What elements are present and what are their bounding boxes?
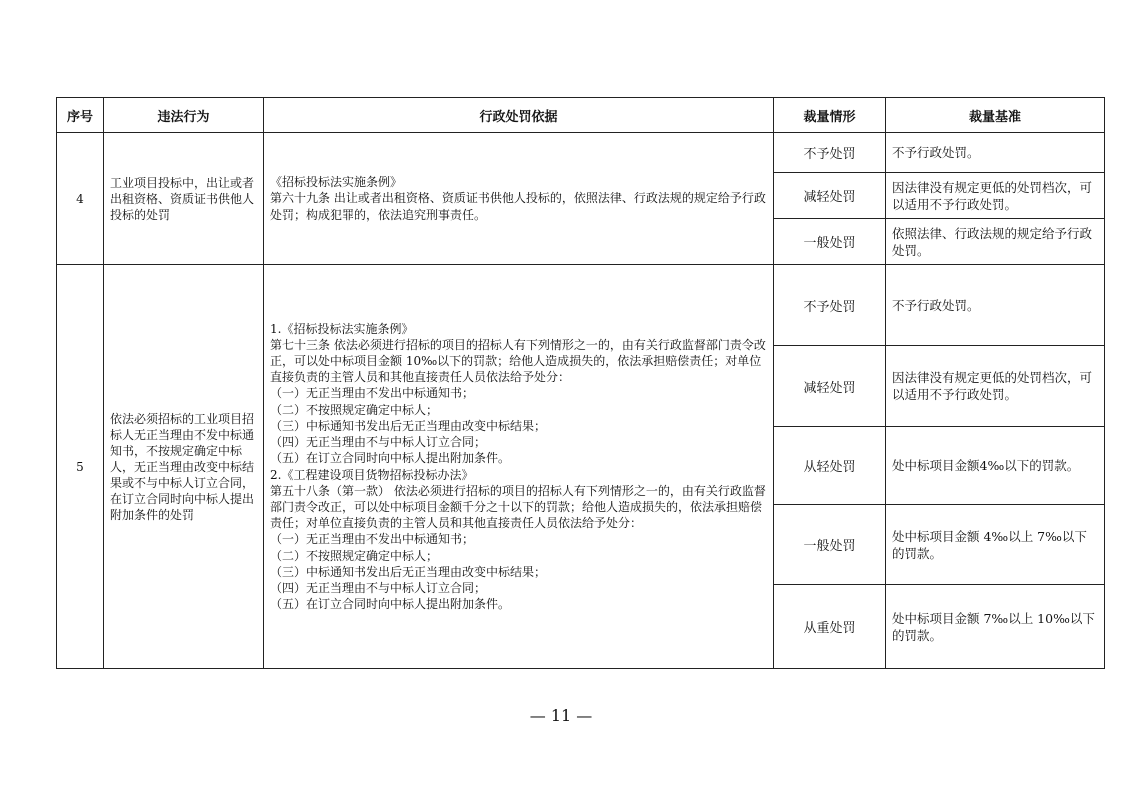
basis-line: （五）在订立合同时向中标人提出附加条件。 <box>270 451 511 466</box>
standard-cell: 因法律没有规定更低的处罚档次，可以适用不予行政处罚。 <box>886 173 1105 219</box>
standard-cell: 依照法律、行政法规的规定给予行政处罚。 <box>886 219 1105 265</box>
row-seq: 5 <box>57 265 104 669</box>
table-row <box>57 133 1105 173</box>
standard-cell: 因法律没有规定更低的处罚档次，可以适用不予行政处罚。 <box>886 346 1105 427</box>
basis-line: （二）不按照规定确定中标人； <box>270 548 439 563</box>
header-behavior: 违法行为 <box>104 98 264 133</box>
page-number: — 11 — <box>529 706 593 725</box>
situation-cell: 从轻处罚 <box>774 427 886 505</box>
situation-cell: 一般处罚 <box>774 219 886 265</box>
situation-cell: 一般处罚 <box>774 505 886 585</box>
basis-line: （二）不按照规定确定中标人； <box>270 402 439 417</box>
header-row <box>57 98 1105 133</box>
penalty-table <box>56 97 1105 669</box>
standard-cell: 处中标项目金额4‰以下的罚款。 <box>886 427 1105 505</box>
header-seq: 序号 <box>57 98 104 133</box>
table-row <box>57 265 1105 346</box>
basis-line: （四）无正当理由不与中标人订立合同； <box>270 435 487 450</box>
basis-line: 《招标投标法实施条例》 <box>270 175 403 190</box>
standard-cell: 处中标项目金额 7‰以上 10‰以下的罚款。 <box>886 585 1105 669</box>
basis-line: （一）无正当理由不发出中标通知书； <box>270 386 475 401</box>
situation-cell: 从重处罚 <box>774 585 886 669</box>
situation-cell: 不予处罚 <box>774 265 886 346</box>
basis-line: （一）无正当理由不发出中标通知书； <box>270 532 475 547</box>
situation-cell: 减轻处罚 <box>774 173 886 219</box>
basis-line: （三）中标通知书发出后无正当理由改变中标结果； <box>270 418 547 433</box>
row-basis <box>264 133 774 265</box>
basis-line: 第五十八条（第一款） 依法必须进行招标的项目的招标人有下列情形之一的，由有关行政监督部门责令改正，可以处中标项目金额千分之十以下的罚款；给他人造成损失的，依法承担赔偿责任；对单位直接负责的主管人员和其他直接责任人员依法给予处分： <box>270 483 766 531</box>
row-basis <box>264 265 774 669</box>
standard-cell: 处中标项目金额 4‰以上 7‰以下的罚款。 <box>886 505 1105 585</box>
situation-cell: 不予处罚 <box>774 133 886 173</box>
standard-cell: 不予行政处罚。 <box>886 265 1105 346</box>
row-behavior: 依法必须招标的工业项目招标人无正当理由不发中标通知书，不按规定确定中标人，无正当理由改变中标结果或不与中标人订立合同，在订立合同时向中标人提出附加条件的处罚 <box>104 265 264 669</box>
header-standard: 裁量基准 <box>886 98 1105 133</box>
row-seq: 4 <box>57 133 104 265</box>
basis-line: （五）在订立合同时向中标人提出附加条件。 <box>270 597 511 612</box>
standard-cell: 不予行政处罚。 <box>886 133 1105 173</box>
row-behavior: 工业项目投标中，出让或者出租资格、资质证书供他人投标的处罚 <box>104 133 264 265</box>
basis-line: 第六十九条 出让或者出租资格、资质证书供他人投标的，依照法律、行政法规的规定给予行政处罚；构成犯罪的，依法追究刑事责任。 <box>270 191 766 222</box>
situation-cell: 减轻处罚 <box>774 346 886 427</box>
basis-line: （四）无正当理由不与中标人订立合同； <box>270 580 487 595</box>
header-situation: 裁量情形 <box>774 98 886 133</box>
basis-line: 2.《工程建设项目货物招标投标办法》 <box>270 467 474 482</box>
basis-line: （三）中标通知书发出后无正当理由改变中标结果； <box>270 564 547 579</box>
basis-line: 第七十三条 依法必须进行招标的项目的招标人有下列情形之一的，由有关行政监督部门责令改正，可以处中标项目金额 10‰以下的罚款；给他人造成损失的，依法承担赔偿责任；对单位直接负责的主管人员和其他直接责任人员依法给予处分： <box>270 337 766 385</box>
basis-line: 1.《招标投标法实施条例》 <box>270 321 414 336</box>
header-basis: 行政处罚依据 <box>264 98 774 133</box>
